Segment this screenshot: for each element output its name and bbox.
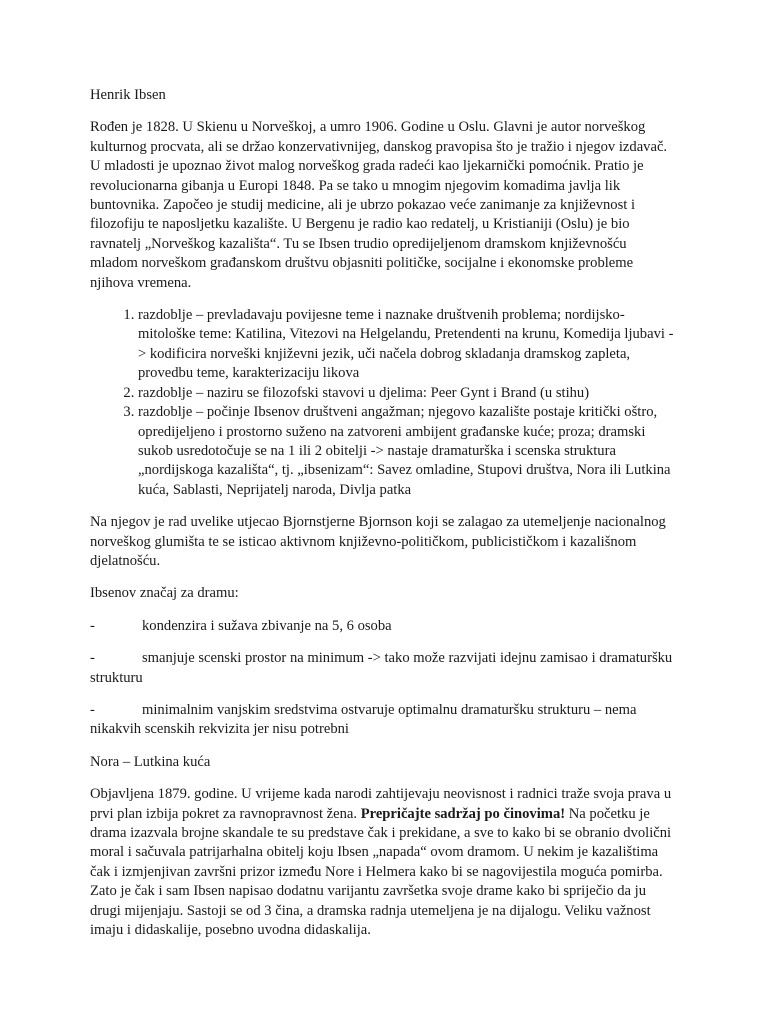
significance-heading: Ibsenov značaj za dramu: xyxy=(90,585,239,602)
significance-item xyxy=(90,649,676,688)
period-item: 1. razdoblje – prevladavaju povijesne teme i naznake društvenih problema; nordijsko-mitološke teme: Katilina, Vitezovi na Helgelandu, Pretendenti na krunu, Komedija ljubavi -> kodificira norveški književni jezik, uči načela dobrog skladanja dramskog zapleta, provedbu teme, karakterizaciju likova xyxy=(138,306,676,384)
period-item: 3. razdoblje – počinje Ibsenov društveni angažman; njegovo kazalište postaje kritički oštro, opredijeljeno i prostorno suženo na zatvoreni ambijent građanske kuće; proza; dramski sukob usredotočuje se na 1 ili 2 obitelji -> nastaje dramaturška i scenska struktura „nordijskoga kazališta“, tj. „ibsenizam“: Savez omladine, Stupovi društva, Nora ili Lutkina kuća, Sablasti, Neprijatelj naroda, Divlja patka xyxy=(138,403,676,500)
dash-bullet: - xyxy=(90,617,95,634)
nora-bold-instruction: Prepričajte sadržaj po činovima! xyxy=(360,805,566,822)
doc-title: Henrik Ibsen xyxy=(90,87,166,103)
intro-paragraph: Rođen je 1828. U Skienu u Norveškoj, a umro 1906. Godine u Oslu. Glavni je autor norveškog kulturnog procvata, ali se držao konzervativnijeg, danskog pravopisa što je tražio i njegov izdavač. U mladosti je upoznao život malog norveškog grada radeći kao ljekarnički pomoćnik. Pratio je revolucionarna gibanja u Europi 1848. Pa se tako u mnogim njegovim komadima javlja lik buntovnika. Započeo je studij medicine, ali je ubrzo pokazao veće zanimanje za književnost i filozofiju te naposljetku kazalište. U Bergenu je radio kao redatelj, u Kristianiji (Oslu) je bio ravnatelj „Norveškog kazališta“. Tu se Ibsen trudio opredijeljenom dramskom književnošću mladom norveškom građanskom društvu objasniti političke, socijalne i ekonomske probleme njihova vremena. xyxy=(90,119,668,291)
influence-paragraph: Na njegov je rad uvelike utjecao Bjornstjerne Bjornson koji se zalagao za utemeljenje nacionalnog norveškog glumišta te se isticao aktivnom književno-političkom, publicističkom i kazališnom djelatnošću. xyxy=(90,514,666,569)
periods-list xyxy=(90,306,676,500)
nora-heading: Nora – Lutkina kuća xyxy=(90,753,211,770)
dash-bullet: - xyxy=(90,701,95,718)
significance-text: kondenzira i sužava zbivanje na 5, 6 osoba xyxy=(142,617,392,634)
significance-item xyxy=(90,701,676,740)
significance-text: minimalnim vanjskim sredstvima ostvaruje optimalnu dramaturšku strukturu – nema nikakvih scenskih rekvizita jer nisu potrebni xyxy=(90,701,637,738)
period-item: 2. razdoblje – naziru se filozofski stavovi u djelima: Peer Gynt i Brand (u stihu) xyxy=(138,384,676,403)
nora-text-before: Objavljena 1879. godine. U vrijeme kada narodi zahtijevaju neovisnost i radnici traže svoja prava u prvi plan izbija pokret za ravnopravnost žena. xyxy=(90,786,672,822)
significance-text: smanjuje scenski prostor na minimum -> tako može razvijati idejnu zamisao i dramaturšku strukturu xyxy=(90,650,673,686)
nora-paragraph xyxy=(90,785,676,940)
nora-text-after: Na početku je drama izazvala brojne skandale te su predstave čak i prekidane, a sve to kako bi se obranio dvolični moral i sačuvala patrijarhalna obitelj koju Ibsen „napada“ ovom dramom. U nekim je kazalištima čak i izmjenjivan završni prizor između Nore i Helmera kako bi se nagovijestila moguća pomirba. Zato je čak i sam Ibsen napisao dodatnu varijantu završetka svoje drame kako bi spriječio da ju drugi mijenjaju. Sastoji se od 3 čina, a dramska radnja utemeljena je na dijalogu. Veliku važnost imaju i didaskalije, posebno uvodna didaskalija. xyxy=(90,805,672,939)
significance-item xyxy=(90,617,676,636)
dash-bullet: - xyxy=(90,650,95,667)
